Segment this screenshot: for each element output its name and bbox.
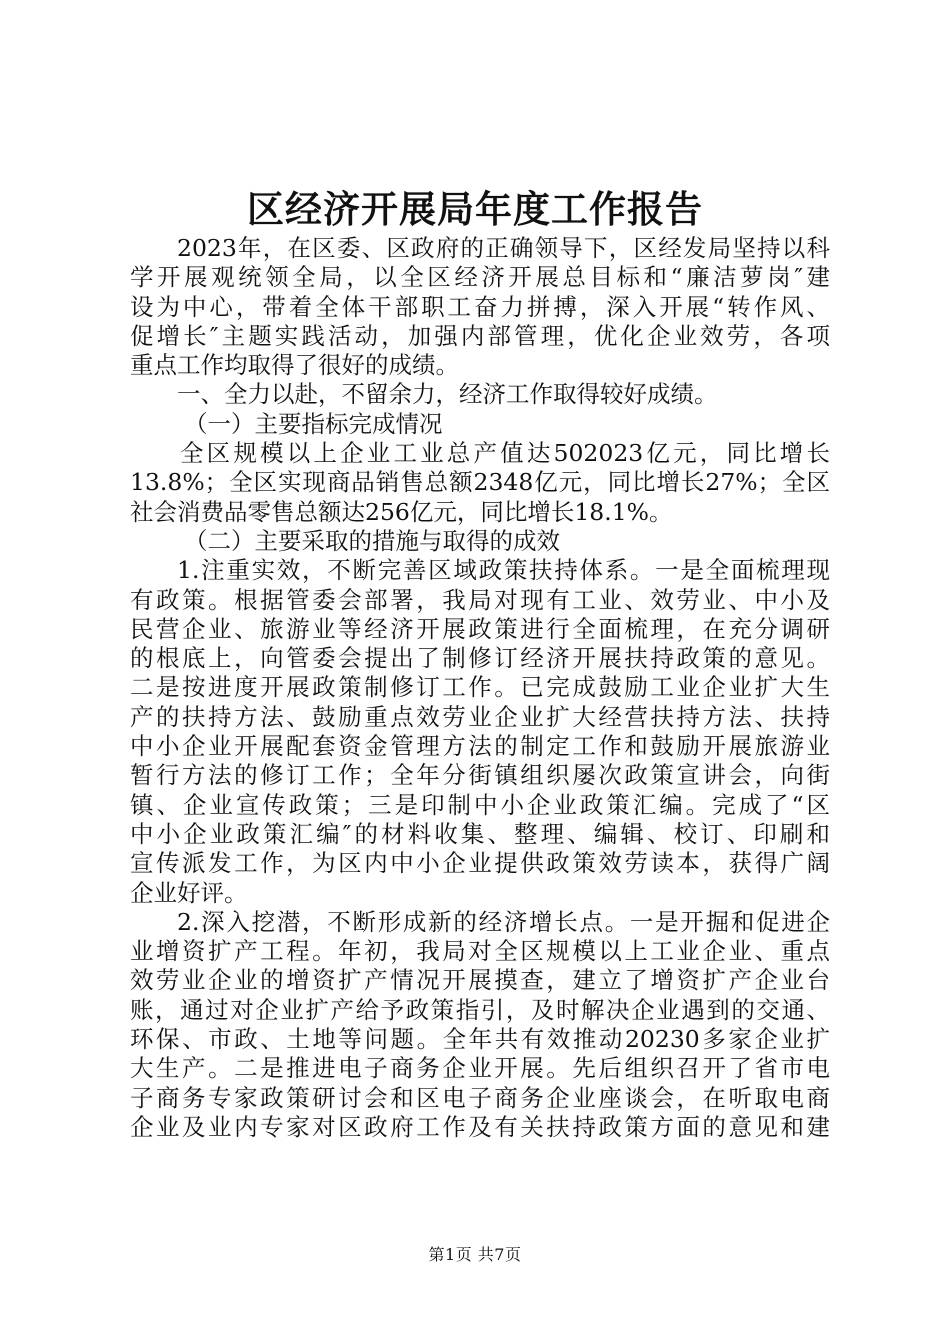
- body-line: 民营企业、旅游业等经济开展政策进行全面梳理，在充分调研: [130, 614, 830, 643]
- body-line: 企业及业内专家对区政府工作及有关扶持政策方面的意见和建: [130, 1112, 830, 1141]
- section-heading: 一、全力以赴，不留余力，经济工作取得较好成绩。: [177, 380, 718, 409]
- body-line: 大生产。二是推进电子商务企业开展。先后组织召开了省市电: [130, 1054, 830, 1083]
- document-body: [130, 234, 830, 1142]
- body-line: 产的扶持方法、鼓励重点效劳业企业扩大经营扶持方法、扶持: [130, 702, 830, 731]
- body-line: 效劳业企业的增资扩产情况开展摸查，建立了增资扩产企业台: [130, 966, 830, 995]
- body-line: 2023年，在区委、区政府的正确领导下，区经发局坚持以科: [177, 234, 830, 262]
- body-line: 业增资扩产工程。年初，我局对全区规模以上工业企业、重点: [130, 937, 830, 966]
- body-line: 学开展观统领全局，以全区经济开展总目标和“廉洁萝岗″建: [130, 263, 830, 292]
- body-line: 中小企业开展配套资金管理方法的制定工作和鼓励开展旅游业: [130, 732, 830, 761]
- subsection-heading: （二）主要采取的措施与取得的成效: [184, 526, 560, 555]
- body-line: 促增长″主题实践活动，加强内部管理，优化企业效劳，各项: [130, 321, 830, 350]
- body-line: 环保、市政、土地等问题。全年共有效推动20230多家企业扩: [130, 1025, 830, 1054]
- body-line: 的根底上，向管委会提出了制修订经济开展扶持政策的意见。: [130, 644, 830, 673]
- body-line: 二是按进度开展政策制修订工作。已完成鼓励工业企业扩大生: [130, 673, 830, 702]
- document-title: 区经济开展局年度工作报告: [247, 187, 703, 231]
- body-line: 镇、企业宣传政策；三是印制中小企业政策汇编。完成了“区: [130, 790, 830, 819]
- body-line: 全区规模以上企业工业总产值达502023亿元，同比增长: [180, 439, 830, 468]
- body-line: 宣传派发工作，为区内中小企业提供政策效劳读本，获得广阔: [130, 849, 830, 878]
- body-line: 子商务专家政策研讨会和区电子商务企业座谈会，在听取电商: [130, 1083, 830, 1112]
- body-line: 企业好评。: [130, 878, 248, 907]
- body-line: 有政策。根据管委会部署，我局对现有工业、效劳业、中小及: [130, 585, 830, 614]
- body-line: 13.8%；全区实现商品销售总额2348亿元，同比增长27%；全区: [130, 468, 830, 497]
- body-line: 设为中心，带着全体干部职工奋力拼搏，深入开展“转作风、: [130, 292, 830, 321]
- subsection-heading: （一）主要指标完成情况: [184, 409, 443, 438]
- body-line: 暂行方法的修订工作；全年分街镇组织屡次政策宣讲会，向街: [130, 761, 830, 790]
- body-line: 中小企业政策汇编″的材料收集、整理、编辑、校订、印刷和: [130, 819, 830, 848]
- body-line: 2.深入挖潜，不断形成新的经济增长点。一是开掘和促进企: [177, 907, 830, 936]
- body-line: 重点工作均取得了很好的成绩。: [130, 351, 459, 380]
- page-number-footer: 第1页 共7页: [428, 1245, 522, 1264]
- body-line: 社会消费品零售总额达256亿元，同比增长18.1%。: [130, 497, 673, 526]
- body-line: 1.注重实效，不断完善区域政策扶持体系。一是全面梳理现: [177, 556, 830, 585]
- body-line: 账，通过对企业扩产给予政策指引，及时解决企业遇到的交通、: [130, 995, 830, 1024]
